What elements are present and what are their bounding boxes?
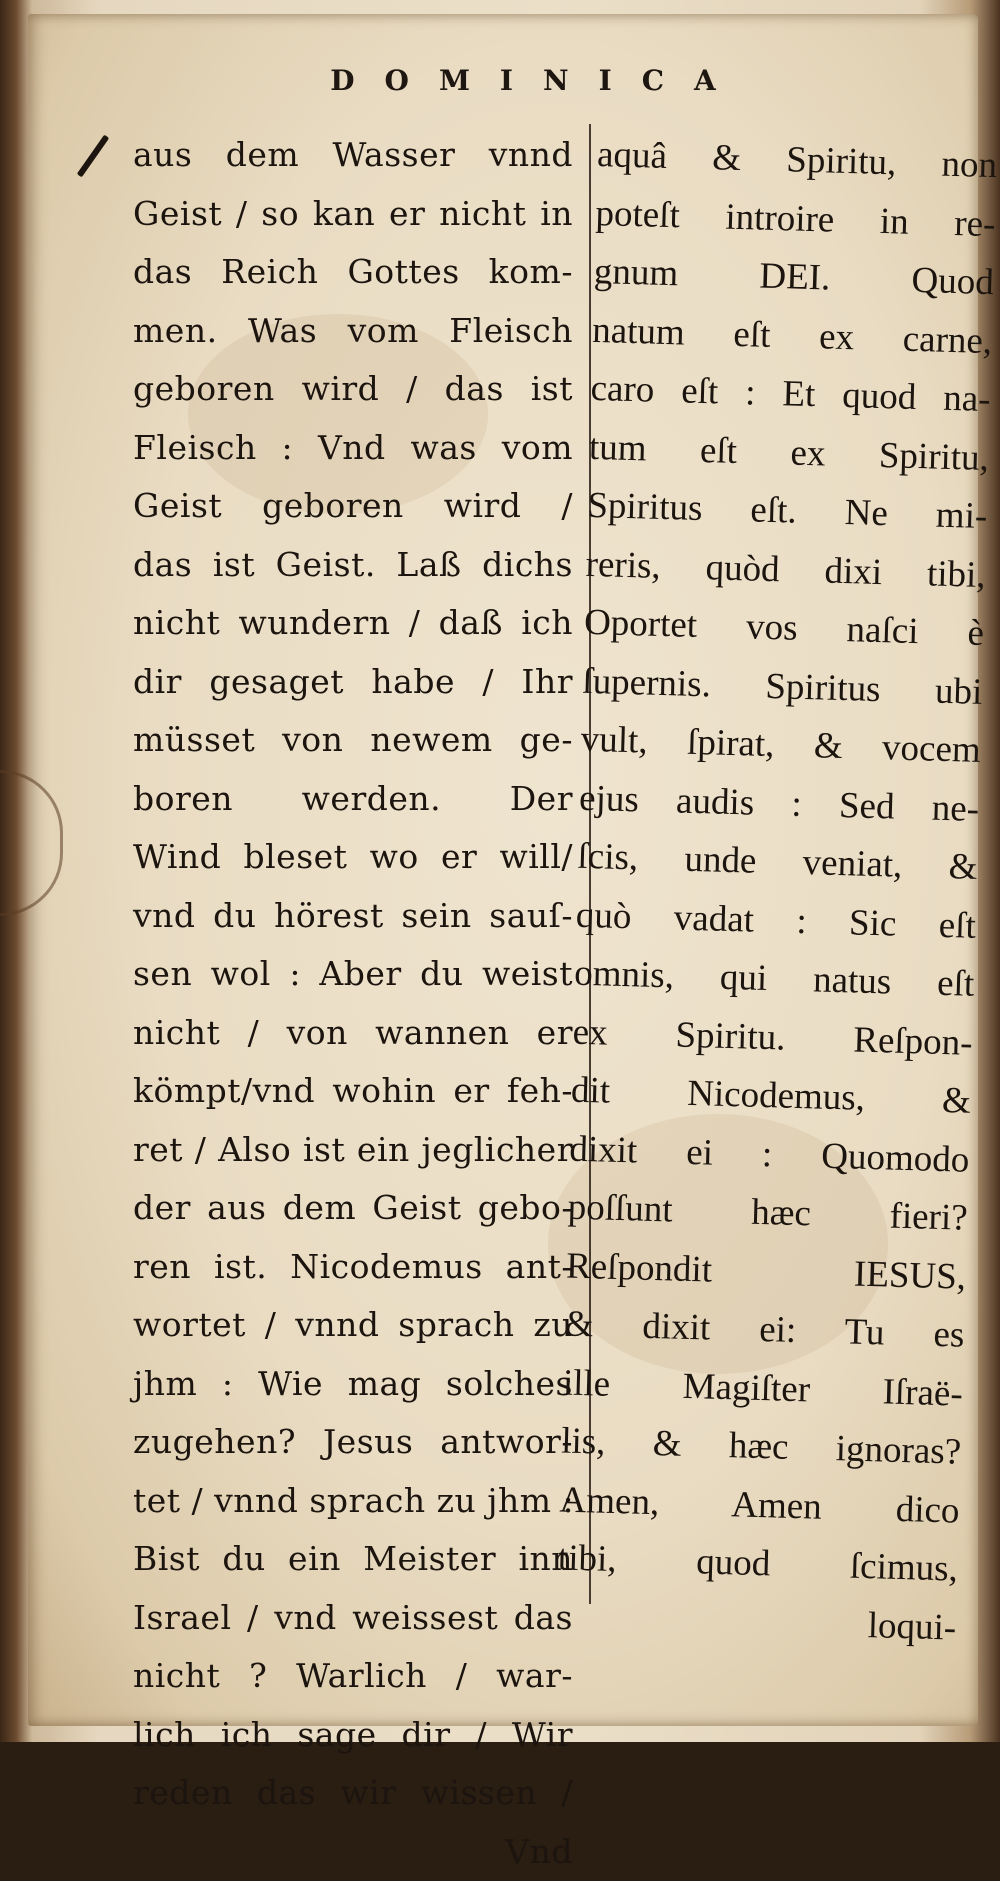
text-line: lis, & hæc ignoras? — [560, 1412, 961, 1482]
text-line: ſcis, unde veniat, & — [577, 828, 978, 898]
text-line: geboren wird / das ist — [133, 360, 573, 419]
text-line: nicht ? Warlich / war- — [133, 1647, 573, 1706]
text-line: ejus audis : Sed ne- — [578, 769, 979, 839]
text-line: vnd du hörest sein sauſ- — [133, 887, 573, 946]
text-line: Oportet vos naſci è — [583, 594, 984, 664]
text-line: kömpt/vnd wohin er feh- — [133, 1062, 573, 1121]
text-line: poteſt introire in re- — [595, 184, 996, 254]
text-line: müsset von newem ge- — [133, 711, 573, 770]
text-line: poſſunt hæc fieri? — [567, 1179, 968, 1249]
text-line: tet / vnnd sprach zu jhm : — [133, 1472, 573, 1531]
text-line: boren werden. Der — [133, 770, 573, 829]
text-line: das ist Geist. Laß dichs — [133, 536, 573, 595]
book-page — [28, 14, 978, 1726]
text-line: quò vadat : Sic eſt — [575, 886, 976, 956]
text-line: caro eſt : Et quod na- — [590, 360, 991, 430]
text-line: Israel / vnd weissest das — [133, 1589, 573, 1648]
text-line: aus dem Wasser vnnd — [133, 126, 573, 185]
text-line: ex Spiritu. Reſpon- — [572, 1003, 973, 1073]
text-line: gnum DEI. Quod — [593, 243, 994, 313]
text-line: loqui- — [556, 1588, 957, 1658]
text-line: men. Was vom Fleisch — [133, 302, 573, 361]
text-line: reris, quòd dixi tibi, — [585, 535, 986, 605]
text-line: lich ich sage dir / Wir — [133, 1706, 573, 1765]
text-line: ren ist. Nicodemus ant- — [133, 1238, 573, 1297]
text-line: Geist / so kan er nicht in — [133, 185, 573, 244]
text-line: nicht / von wannen er — [133, 1004, 573, 1063]
text-line: ſupernis. Spiritus ubi — [582, 652, 983, 722]
text-line: das Reich Gottes kom- — [133, 243, 573, 302]
text-line: zugehen? Jesus antwor- — [133, 1413, 573, 1472]
text-line: aquâ & Spiritu, non — [596, 126, 997, 196]
text-line: reden das wir wissen / — [133, 1764, 573, 1823]
text-line: nicht wundern / daß ich — [133, 594, 573, 653]
text-line: ret / Also ist ein jeglicher — [133, 1121, 573, 1180]
running-header: DOMINICA — [28, 64, 978, 97]
text-line: dir gesaget habe / Ihr — [133, 653, 573, 712]
text-line: Geist geboren wird / — [133, 477, 573, 536]
text-line: tibi, quod ſcimus, — [557, 1529, 958, 1599]
text-line: Bist du ein Meister inn — [133, 1530, 573, 1589]
text-line: Wind bleset wo er will/ — [133, 828, 573, 887]
text-line: omnis, qui natus eſt — [573, 945, 974, 1015]
text-line: natum eſt ex carne, — [591, 301, 992, 371]
text-line: Fleisch : Vnd was vom — [133, 419, 573, 478]
text-line: ille Magiſter Iſraë- — [562, 1354, 963, 1424]
text-line: vult, ſpirat, & vocem — [580, 711, 981, 781]
text-line: dit Nicodemus, & — [570, 1062, 971, 1132]
text-line: der aus dem Geist gebo- — [133, 1179, 573, 1238]
text-line: sen wol : Aber du weist — [133, 945, 573, 1004]
text-line: Spiritus eſt. Ne mi- — [587, 477, 988, 547]
text-line: Amen, Amen dico — [559, 1471, 960, 1541]
text-line: & dixit ei: Tu es — [564, 1296, 965, 1366]
latin-text-column — [556, 126, 998, 1658]
text-line: dixit ei : Quomodo — [569, 1120, 970, 1190]
text-line: jhm : Wie mag solches — [133, 1355, 573, 1414]
text-line: Reſpondit IESUS, — [565, 1237, 966, 1307]
margin-mark — [77, 135, 109, 178]
text-line: Vnd — [133, 1823, 573, 1881]
text-line: wortet / vnnd sprach zu — [133, 1296, 573, 1355]
german-text-column — [133, 126, 573, 1881]
text-line: tum eſt ex Spiritu, — [588, 418, 989, 488]
